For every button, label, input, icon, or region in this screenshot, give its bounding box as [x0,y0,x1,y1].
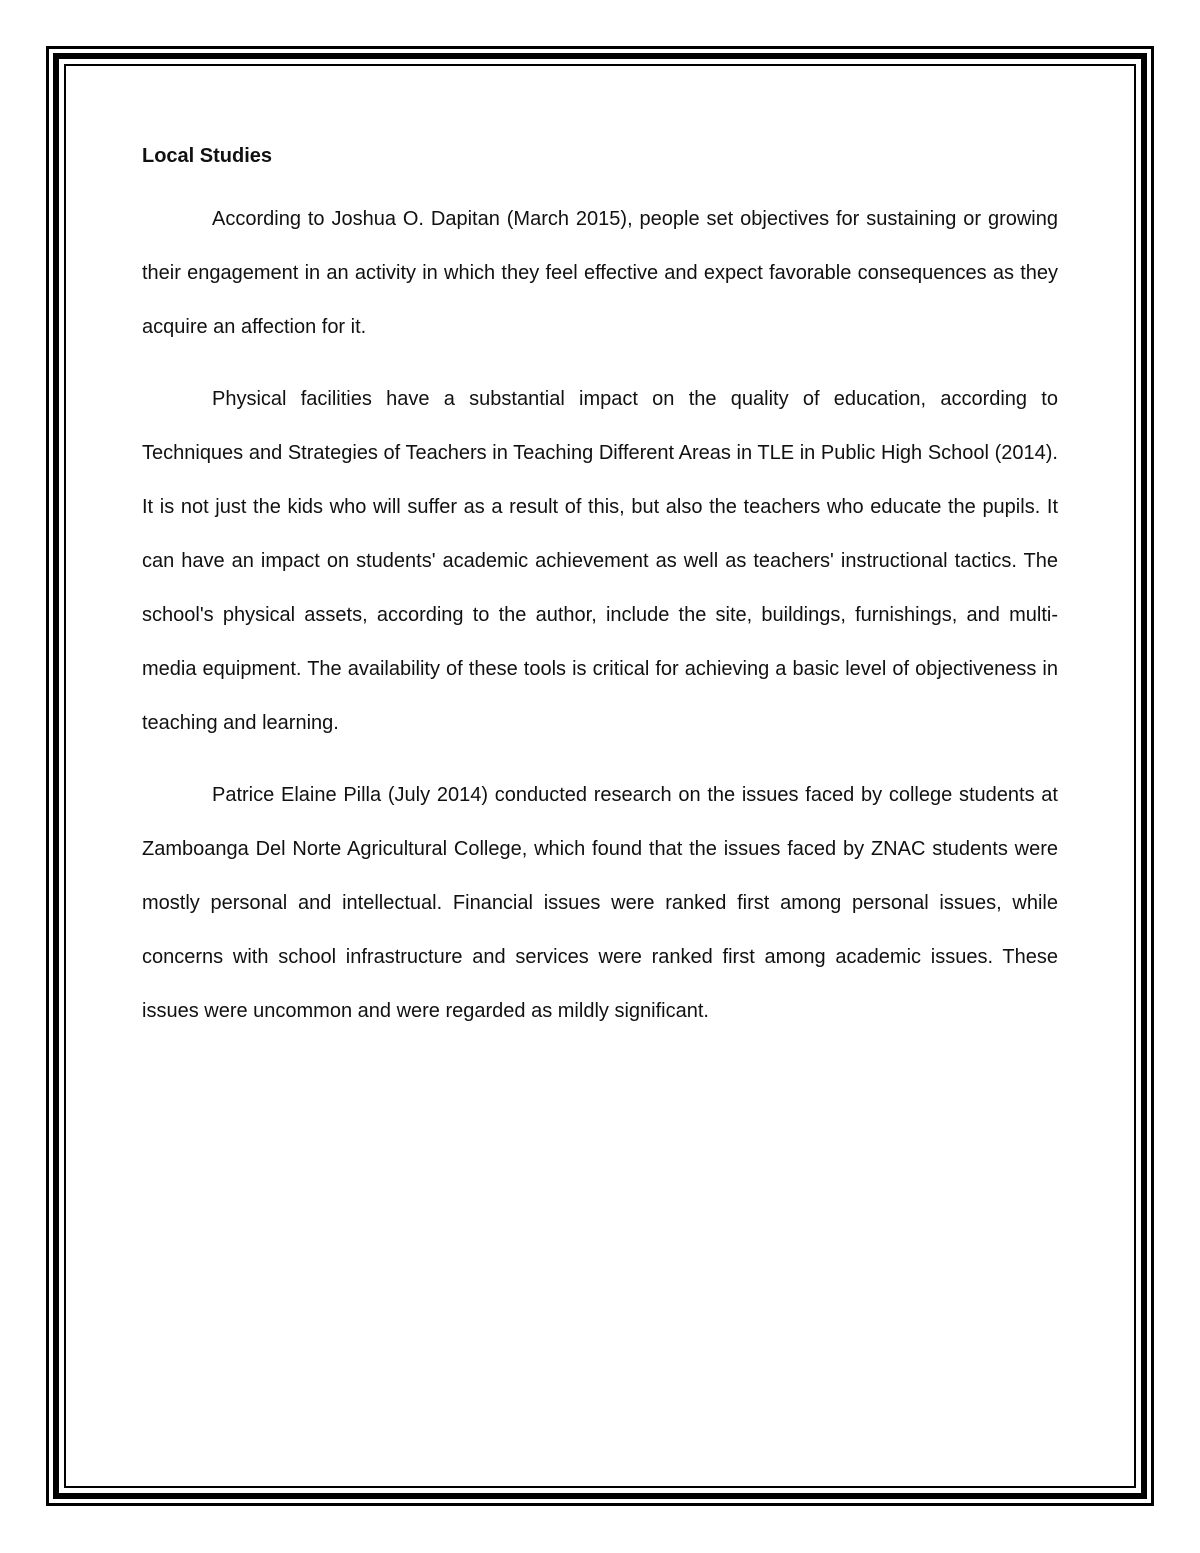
paragraph-dapitan: According to Joshua O. Dapitan (March 2015), people set objectives for sustaining or growing their engagement in an activity in which they feel effective and expect favorable consequences as they acquire an affection for it. [142,208,1058,338]
section-heading: Local Studies [142,145,273,167]
paragraph-physical-facilities: Physical facilities have a substantial impact on the quality of education, according to Techniques and Strategies of Teachers in Teaching Different Areas in TLE in Public High School (2014). It is not just the kids who will suffer as a result of this, but also the teachers who educate the pupils. It can have an impact on students' academic achievement as well as teachers' instructional tactics. The school's physical assets, according to the author, include the site, buildings, furnishings, and multi-media equipment. The availability of these tools is critical for achieving a basic level of objectiveness in teaching and learning. [142,388,1058,734]
document-body [142,138,1058,1056]
paragraph-pilla: Patrice Elaine Pilla (July 2014) conducted research on the issues faced by college students at Zamboanga Del Norte Agricultural College, which found that the issues faced by ZNAC students were mostly personal and intellectual. Financial issues were ranked first among personal issues, while concerns with school infrastructure and services were ranked first among academic issues. These issues were uncommon and were regarded as mildly significant. [142,784,1058,1022]
